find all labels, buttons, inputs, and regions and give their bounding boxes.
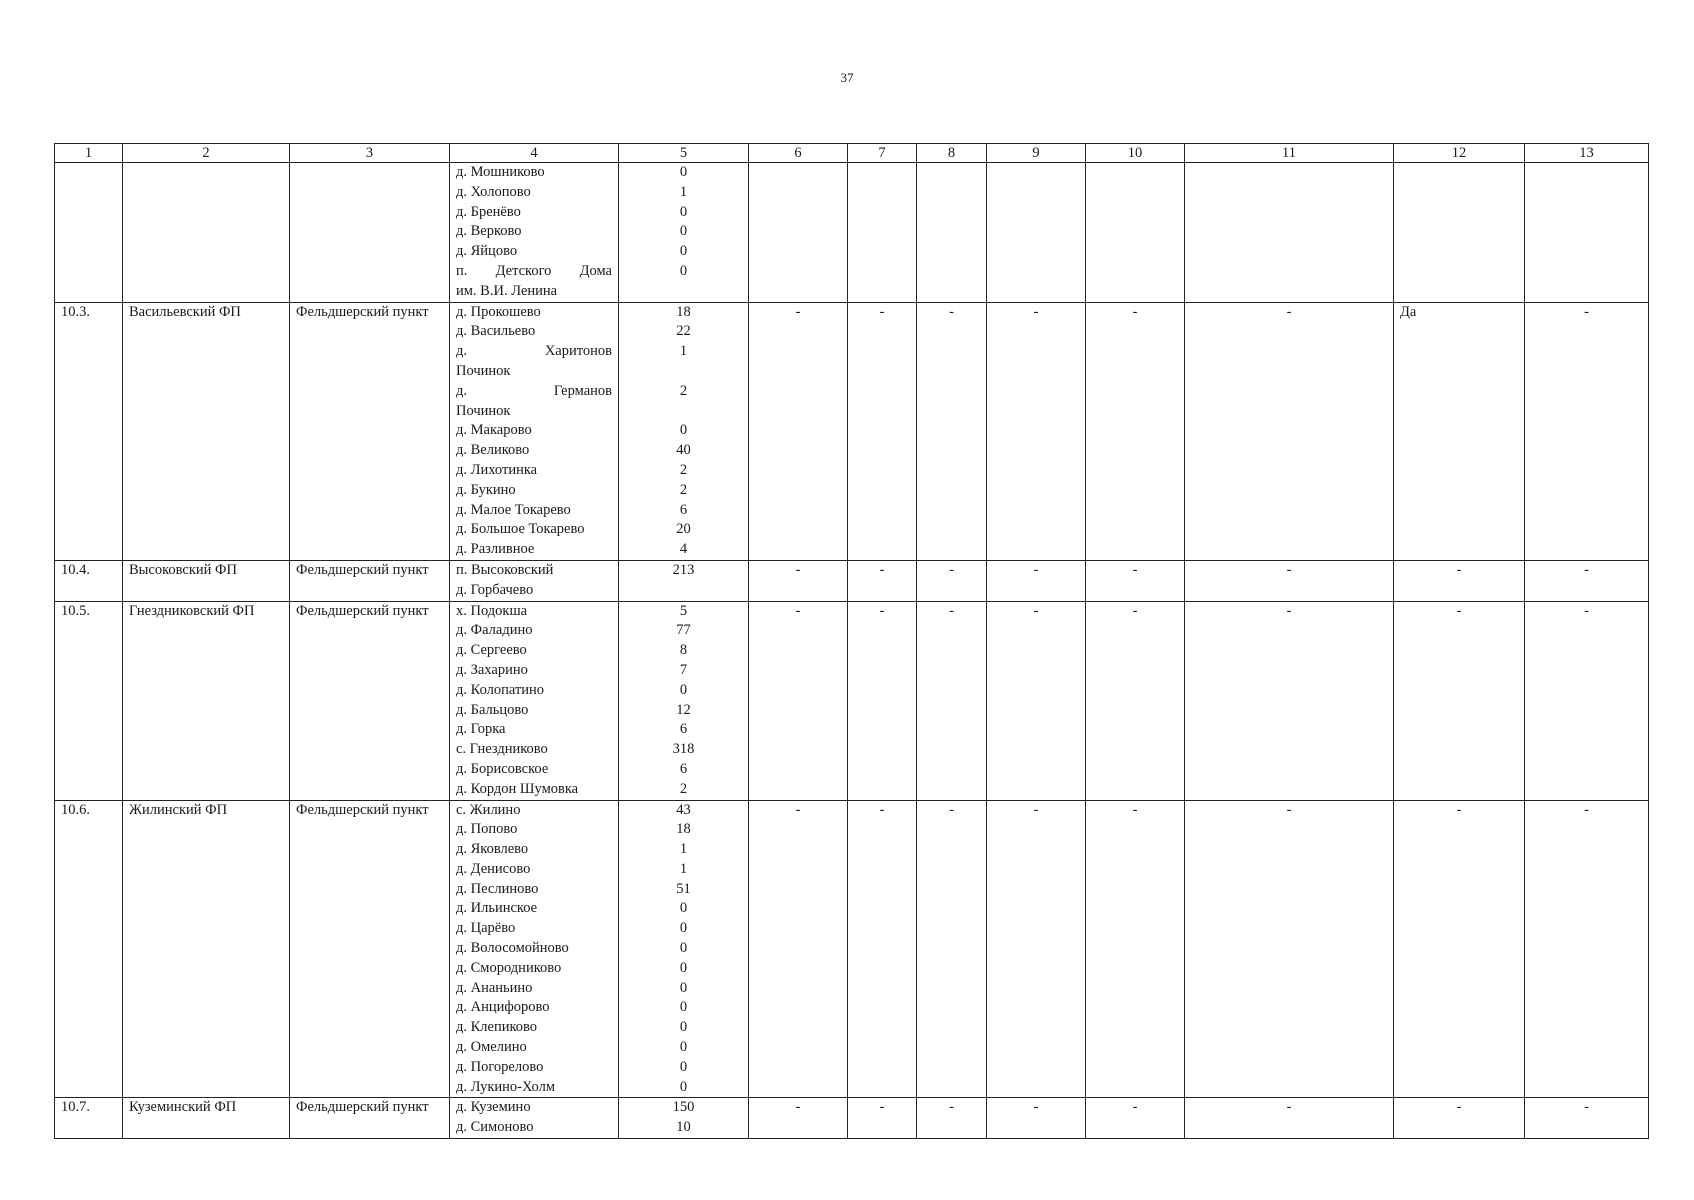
col-11-cell: - (1185, 302, 1394, 560)
village-name: х. Подокша (456, 602, 528, 619)
facility-name: Гнездниковский ФП (123, 601, 290, 800)
village-count: 213 (672, 561, 695, 578)
counts-cell (619, 1098, 749, 1139)
col-13-cell (1525, 163, 1649, 303)
village-count: 2 (679, 481, 688, 498)
village-count: 43 (676, 801, 691, 818)
counts-cell (619, 302, 749, 560)
village-name: д. Куземино (456, 1099, 531, 1116)
col-9-cell: - (987, 302, 1086, 560)
village-count (625, 362, 742, 382)
table-row (55, 163, 1649, 303)
village-count (625, 581, 742, 601)
village-name: д. Царёво (456, 920, 516, 937)
col-11-cell (1185, 163, 1394, 303)
col-9-cell: - (987, 601, 1086, 800)
facility-name: Куземинский ФП (123, 1098, 290, 1139)
facility-type: Фельдшерский пункт (290, 601, 450, 800)
village-name: д. Фаладино (456, 622, 533, 639)
village-count: 18 (676, 303, 691, 320)
village-count: 7 (679, 661, 688, 678)
table-row (55, 1098, 1649, 1139)
village-name: д. Захарино (456, 661, 528, 678)
col-6-cell: - (749, 302, 848, 560)
col-10-cell: - (1086, 302, 1185, 560)
village-name: д. Германов (456, 382, 612, 399)
table-row (55, 302, 1649, 560)
village-count: 77 (676, 622, 691, 639)
col-8-cell: - (917, 601, 987, 800)
village-name: д. Сергеево (456, 642, 527, 659)
village-count: 0 (679, 262, 688, 279)
col-7-cell: - (848, 1098, 917, 1139)
row-number: 10.6. (55, 800, 123, 1098)
col-9-cell: - (987, 560, 1086, 601)
villages-cell (450, 800, 619, 1098)
villages-cell (450, 560, 619, 601)
village-name: д. Омелино (456, 1039, 527, 1056)
facility-type (290, 163, 450, 303)
village-count: 0 (679, 959, 688, 976)
village-name: с. Гнездниково (456, 741, 548, 758)
village-count: 0 (679, 1078, 688, 1095)
column-header-3: 3 (290, 144, 450, 163)
village-name: д. Васильево (456, 323, 536, 340)
col-13-cell: - (1525, 302, 1649, 560)
village-count: 0 (679, 1039, 688, 1056)
village-name: д. Смородниково (456, 959, 562, 976)
village-count: 318 (672, 741, 695, 758)
col-9-cell (987, 163, 1086, 303)
col-6-cell (749, 163, 848, 303)
village-name: д. Букино (456, 481, 516, 498)
col-10-cell: - (1086, 560, 1185, 601)
village-name: д. Борисовское (456, 760, 549, 777)
village-name: д. Прокошево (456, 303, 541, 320)
village-count: 2 (679, 780, 688, 797)
village-name: д. Харитонов (456, 343, 612, 360)
table-row (55, 800, 1649, 1098)
village-count: 0 (679, 920, 688, 937)
village-name: д. Большое Токарево (456, 521, 585, 538)
settlements-table (54, 143, 1649, 1139)
column-header-12: 12 (1394, 144, 1525, 163)
col-8-cell: - (917, 560, 987, 601)
column-header-8: 8 (917, 144, 987, 163)
villages-cell (450, 163, 619, 303)
village-name: д. Песлиново (456, 880, 539, 897)
col-10-cell (1086, 163, 1185, 303)
village-name: д. Горбачево (456, 581, 534, 598)
village-count: 12 (676, 701, 691, 718)
village-count: 18 (676, 821, 691, 838)
village-count: 0 (679, 422, 688, 439)
village-count: 150 (672, 1099, 695, 1116)
col-11-cell: - (1185, 560, 1394, 601)
counts-cell (619, 800, 749, 1098)
col-10-cell: - (1086, 601, 1185, 800)
col-11-cell: - (1185, 1098, 1394, 1139)
village-count: 0 (679, 1019, 688, 1036)
village-name: д. Яйцово (456, 243, 518, 260)
village-count: 1 (679, 841, 688, 858)
col-6-cell: - (749, 560, 848, 601)
col-11-cell: - (1185, 601, 1394, 800)
villages-cell (450, 601, 619, 800)
village-count: 0 (679, 164, 688, 180)
village-count: 0 (679, 223, 688, 240)
col-8-cell: - (917, 302, 987, 560)
village-count: 6 (679, 760, 688, 777)
col-7-cell: - (848, 800, 917, 1098)
village-count: 0 (679, 203, 688, 220)
village-name: д. Верково (456, 223, 522, 240)
village-count: 6 (679, 501, 688, 518)
col-13-cell: - (1525, 800, 1649, 1098)
col-10-cell: - (1086, 800, 1185, 1098)
village-count: 1 (679, 860, 688, 877)
village-name: д. Холопово (456, 183, 531, 200)
village-count (625, 282, 742, 302)
village-count: 0 (679, 999, 688, 1016)
counts-cell (619, 601, 749, 800)
col-6-cell: - (749, 1098, 848, 1139)
column-header-5: 5 (619, 144, 749, 163)
village-count: 0 (679, 940, 688, 957)
village-name: д. Симоново (456, 1119, 534, 1136)
village-name: д. Великово (456, 442, 530, 459)
village-name: п. Высоковский (456, 561, 554, 578)
col-8-cell (917, 163, 987, 303)
row-number (55, 163, 123, 303)
facility-type: Фельдшерский пункт (290, 1098, 450, 1139)
counts-cell (619, 560, 749, 601)
village-count: 4 (679, 541, 688, 558)
village-name: д. Кордон Шумовка (456, 780, 579, 797)
col-7-cell: - (848, 560, 917, 601)
village-name: д. Мошниково (456, 164, 545, 180)
col-13-cell: - (1525, 560, 1649, 601)
village-name: д. Лихотинка (456, 461, 538, 478)
village-count (625, 402, 742, 422)
village-name: д. Волосомойново (456, 940, 569, 957)
col-7-cell: - (848, 302, 917, 560)
facility-name: Васильевский ФП (123, 302, 290, 560)
village-count: 1 (679, 183, 688, 200)
table-body (55, 163, 1649, 1139)
village-count: 0 (679, 1058, 688, 1075)
row-number: 10.4. (55, 560, 123, 601)
col-7-cell (848, 163, 917, 303)
col-10-cell: - (1086, 1098, 1185, 1139)
village-name: с. Жилино (456, 801, 521, 818)
column-header-9: 9 (987, 144, 1086, 163)
village-name: д. Анцифорово (456, 999, 550, 1016)
column-header-1: 1 (55, 144, 123, 163)
table-row (55, 601, 1649, 800)
village-name: д. Малое Токарево (456, 501, 571, 518)
column-header-2: 2 (123, 144, 290, 163)
col-6-cell: - (749, 800, 848, 1098)
col-12-cell: - (1394, 1098, 1525, 1139)
row-number: 10.5. (55, 601, 123, 800)
facility-name: Жилинский ФП (123, 800, 290, 1098)
village-count: 6 (679, 721, 688, 738)
col-12-cell: Да (1394, 302, 1525, 560)
village-count: 51 (676, 880, 691, 897)
column-header-7: 7 (848, 144, 917, 163)
village-count: 0 (679, 979, 688, 996)
village-count: 5 (679, 602, 688, 619)
village-name: д. Клепиково (456, 1019, 538, 1036)
column-header-10: 10 (1086, 144, 1185, 163)
table-row (55, 560, 1649, 601)
column-header-4: 4 (450, 144, 619, 163)
villages-cell (450, 302, 619, 560)
village-name: д. Лукино-Холм (456, 1078, 556, 1095)
village-name: д. Горка (456, 721, 506, 738)
col-8-cell: - (917, 800, 987, 1098)
row-number: 10.3. (55, 302, 123, 560)
village-name: д. Макарово (456, 422, 532, 439)
village-name: д. Бренёво (456, 203, 521, 220)
village-count: 8 (679, 642, 688, 659)
village-count: 2 (679, 382, 688, 399)
village-name: Починок (456, 362, 511, 379)
village-count: 20 (676, 521, 691, 538)
village-name: п. Детского Дома (456, 262, 612, 279)
col-7-cell: - (848, 601, 917, 800)
facility-type: Фельдшерский пункт (290, 302, 450, 560)
village-count: 2 (679, 461, 688, 478)
village-name: д. Погорелово (456, 1058, 544, 1075)
village-count: 22 (676, 323, 691, 340)
village-count: 0 (679, 681, 688, 698)
table-header (55, 144, 1649, 163)
village-count: 40 (676, 442, 691, 459)
village-count: 10 (676, 1119, 691, 1136)
village-name: д. Колопатино (456, 681, 545, 698)
row-number: 10.7. (55, 1098, 123, 1139)
facility-type: Фельдшерский пункт (290, 560, 450, 601)
village-count: 1 (679, 343, 688, 360)
facility-name (123, 163, 290, 303)
village-name: д. Ананьино (456, 979, 533, 996)
column-number-row (55, 144, 1649, 163)
page-number: 37 (840, 70, 854, 85)
col-13-cell: - (1525, 1098, 1649, 1139)
village-name: д. Попово (456, 821, 518, 838)
village-count: 0 (679, 243, 688, 260)
village-name: Починок (456, 402, 511, 419)
counts-cell (619, 163, 749, 303)
col-12-cell: - (1394, 560, 1525, 601)
village-name: д. Яковлево (456, 841, 529, 858)
col-12-cell: - (1394, 601, 1525, 800)
column-header-11: 11 (1185, 144, 1394, 163)
column-header-6: 6 (749, 144, 848, 163)
col-8-cell: - (917, 1098, 987, 1139)
col-6-cell: - (749, 601, 848, 800)
village-name: им. В.И. Ленина (456, 282, 558, 299)
col-13-cell: - (1525, 601, 1649, 800)
col-9-cell: - (987, 1098, 1086, 1139)
col-9-cell: - (987, 800, 1086, 1098)
village-name: д. Денисово (456, 860, 531, 877)
village-name: д. Разливное (456, 541, 535, 558)
col-11-cell: - (1185, 800, 1394, 1098)
col-12-cell: - (1394, 800, 1525, 1098)
facility-name: Высоковский ФП (123, 560, 290, 601)
villages-cell (450, 1098, 619, 1139)
col-12-cell (1394, 163, 1525, 303)
column-header-13: 13 (1525, 144, 1649, 163)
village-name: д. Ильинское (456, 900, 538, 917)
facility-type: Фельдшерский пункт (290, 800, 450, 1098)
village-count: 0 (679, 900, 688, 917)
village-name: д. Бальцово (456, 701, 529, 718)
